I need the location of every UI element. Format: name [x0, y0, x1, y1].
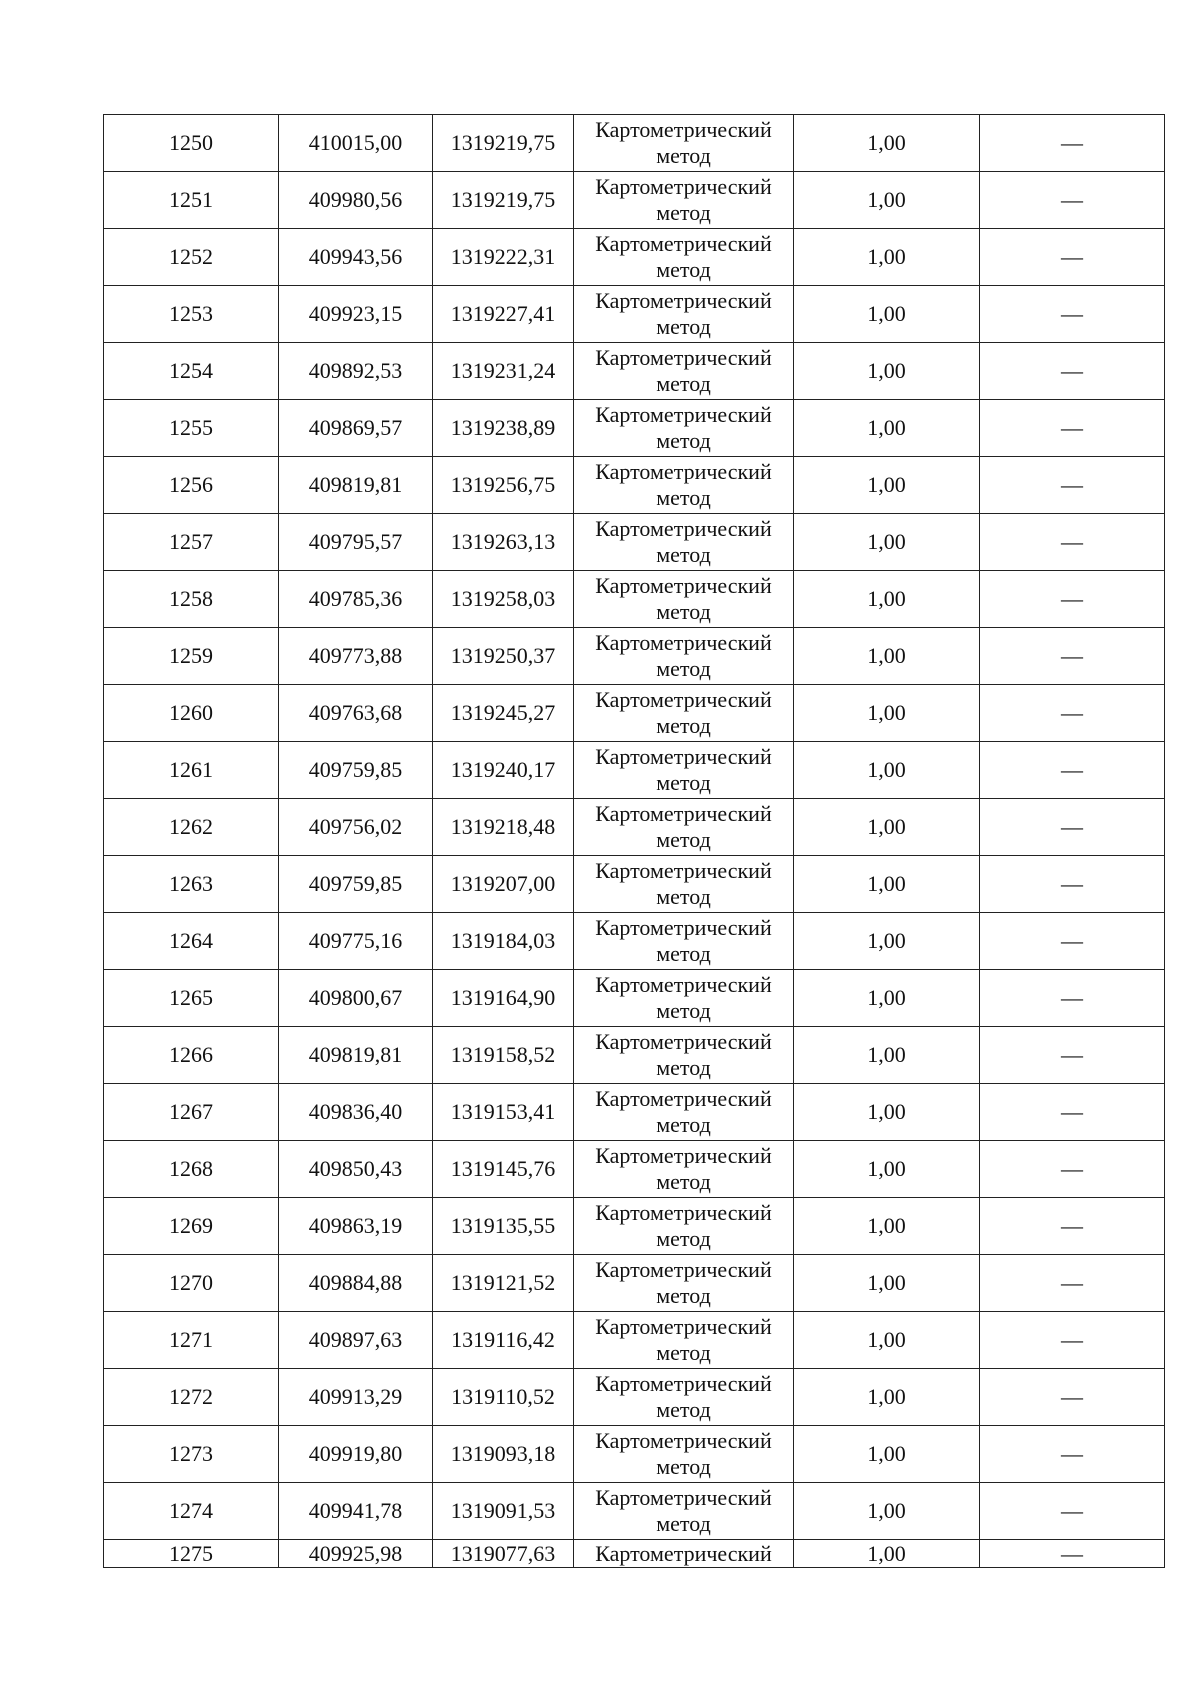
method-line-1: Картометрический	[595, 972, 772, 997]
method-line-2: метод	[656, 599, 711, 624]
coordinates-table	[103, 114, 1165, 1568]
method-line-1: Картометрический	[595, 459, 772, 484]
method-line-2: метод	[656, 257, 711, 282]
note-cell: —	[980, 1312, 1165, 1369]
table-row	[104, 856, 1165, 913]
x-coordinate-cell: 409795,57	[279, 514, 433, 571]
x-coordinate-cell: 409759,85	[279, 742, 433, 799]
method-line-1: Картометрический	[595, 174, 772, 199]
accuracy-cell: 1,00	[794, 1255, 980, 1312]
accuracy-cell: 1,00	[794, 628, 980, 685]
x-coordinate-cell: 409819,81	[279, 1027, 433, 1084]
x-coordinate-cell: 409892,53	[279, 343, 433, 400]
method-cell	[574, 1540, 794, 1568]
point-number-cell: 1266	[104, 1027, 279, 1084]
y-coordinate-cell: 1319250,37	[433, 628, 574, 685]
table-row	[104, 229, 1165, 286]
method-cell	[574, 970, 794, 1027]
method-line-2: метод	[656, 428, 711, 453]
y-coordinate-cell: 1319093,18	[433, 1426, 574, 1483]
accuracy-cell: 1,00	[794, 856, 980, 913]
method-line-1: Картометрический	[595, 117, 772, 142]
method-line-1: Картометрический	[595, 516, 772, 541]
x-coordinate-cell: 409980,56	[279, 172, 433, 229]
note-cell: —	[980, 229, 1165, 286]
method-cell	[574, 856, 794, 913]
x-coordinate-cell: 409800,67	[279, 970, 433, 1027]
table-row	[104, 913, 1165, 970]
point-number-cell: 1252	[104, 229, 279, 286]
method-line-2: метод	[656, 1397, 711, 1422]
method-line-1: Картометрический	[595, 1314, 772, 1339]
point-number-cell: 1269	[104, 1198, 279, 1255]
x-coordinate-cell: 409919,80	[279, 1426, 433, 1483]
method-cell	[574, 172, 794, 229]
method-line-1: Картометрический	[595, 402, 772, 427]
method-cell	[574, 229, 794, 286]
method-line-1: Картометрический	[595, 801, 772, 826]
note-cell: —	[980, 571, 1165, 628]
method-cell	[574, 628, 794, 685]
method-cell	[574, 799, 794, 856]
method-line-2: метод	[656, 1340, 711, 1365]
point-number-cell: 1257	[104, 514, 279, 571]
y-coordinate-cell: 1319184,03	[433, 913, 574, 970]
accuracy-cell: 1,00	[794, 229, 980, 286]
method-line-1: Картометрический	[595, 1086, 772, 1111]
y-coordinate-cell: 1319245,27	[433, 685, 574, 742]
point-number-cell: 1273	[104, 1426, 279, 1483]
method-line-1: Картометрический	[595, 744, 772, 769]
y-coordinate-cell: 1319218,48	[433, 799, 574, 856]
y-coordinate-cell: 1319258,03	[433, 571, 574, 628]
method-cell	[574, 343, 794, 400]
method-line-2: метод	[656, 1511, 711, 1536]
accuracy-cell: 1,00	[794, 1141, 980, 1198]
accuracy-cell: 1,00	[794, 1483, 980, 1540]
accuracy-cell: 1,00	[794, 400, 980, 457]
x-coordinate-cell: 409863,19	[279, 1198, 433, 1255]
y-coordinate-cell: 1319231,24	[433, 343, 574, 400]
method-line-2: метод	[656, 1226, 711, 1251]
method-cell	[574, 1312, 794, 1369]
method-cell	[574, 400, 794, 457]
note-cell: —	[980, 1426, 1165, 1483]
x-coordinate-cell: 409773,88	[279, 628, 433, 685]
method-line-1: Картометрический	[595, 1540, 772, 1566]
method-line-1: Картометрический	[595, 231, 772, 256]
table-row	[104, 799, 1165, 856]
y-coordinate-cell: 1319116,42	[433, 1312, 574, 1369]
method-line-1: Картометрический	[595, 858, 772, 883]
note-cell: —	[980, 514, 1165, 571]
method-cell	[574, 685, 794, 742]
x-coordinate-cell: 409785,36	[279, 571, 433, 628]
method-line-1: Картометрический	[595, 915, 772, 940]
point-number-cell: 1265	[104, 970, 279, 1027]
method-line-2: метод	[656, 998, 711, 1023]
point-number-cell: 1251	[104, 172, 279, 229]
note-cell: —	[980, 286, 1165, 343]
method-line-1: Картометрический	[595, 1029, 772, 1054]
point-number-cell: 1255	[104, 400, 279, 457]
y-coordinate-cell: 1319240,17	[433, 742, 574, 799]
x-coordinate-cell: 409913,29	[279, 1369, 433, 1426]
accuracy-cell: 1,00	[794, 115, 980, 172]
method-cell	[574, 286, 794, 343]
x-coordinate-cell: 409759,85	[279, 856, 433, 913]
table-row	[104, 685, 1165, 742]
method-cell	[574, 457, 794, 514]
method-cell	[574, 1027, 794, 1084]
method-cell	[574, 1084, 794, 1141]
accuracy-cell: 1,00	[794, 1027, 980, 1084]
point-number-cell: 1270	[104, 1255, 279, 1312]
note-cell: —	[980, 856, 1165, 913]
x-coordinate-cell: 409941,78	[279, 1483, 433, 1540]
method-cell	[574, 1426, 794, 1483]
x-coordinate-cell: 409884,88	[279, 1255, 433, 1312]
method-line-2: метод	[656, 314, 711, 339]
point-number-cell: 1254	[104, 343, 279, 400]
method-line-2: метод	[656, 200, 711, 225]
table-row	[104, 400, 1165, 457]
x-coordinate-cell: 409869,57	[279, 400, 433, 457]
table-row	[104, 628, 1165, 685]
x-coordinate-cell: 409897,63	[279, 1312, 433, 1369]
note-cell: —	[980, 1084, 1165, 1141]
note-cell: —	[980, 799, 1165, 856]
table-row	[104, 1255, 1165, 1312]
table-row	[104, 1312, 1165, 1369]
method-cell	[574, 514, 794, 571]
y-coordinate-cell: 1319158,52	[433, 1027, 574, 1084]
y-coordinate-cell: 1319207,00	[433, 856, 574, 913]
accuracy-cell: 1,00	[794, 286, 980, 343]
note-cell: —	[980, 343, 1165, 400]
x-coordinate-cell: 410015,00	[279, 115, 433, 172]
method-cell	[574, 115, 794, 172]
table-row	[104, 1141, 1165, 1198]
table-row	[104, 571, 1165, 628]
x-coordinate-cell: 409763,68	[279, 685, 433, 742]
accuracy-cell: 1,00	[794, 1540, 980, 1568]
method-line-2: метод	[656, 770, 711, 795]
point-number-cell: 1268	[104, 1141, 279, 1198]
y-coordinate-cell: 1319238,89	[433, 400, 574, 457]
method-line-2: метод	[656, 143, 711, 168]
note-cell: —	[980, 1141, 1165, 1198]
x-coordinate-cell: 409923,15	[279, 286, 433, 343]
accuracy-cell: 1,00	[794, 514, 980, 571]
y-coordinate-cell: 1319145,76	[433, 1141, 574, 1198]
note-cell: —	[980, 1198, 1165, 1255]
accuracy-cell: 1,00	[794, 343, 980, 400]
y-coordinate-cell: 1319121,52	[433, 1255, 574, 1312]
method-line-2: метод	[656, 371, 711, 396]
method-line-1: Картометрический	[595, 687, 772, 712]
accuracy-cell: 1,00	[794, 742, 980, 799]
y-coordinate-cell: 1319135,55	[433, 1198, 574, 1255]
note-cell: —	[980, 1483, 1165, 1540]
method-cell	[574, 571, 794, 628]
note-cell: —	[980, 685, 1165, 742]
table-row	[104, 1084, 1165, 1141]
table-row	[104, 742, 1165, 799]
note-cell: —	[980, 1255, 1165, 1312]
table-row	[104, 172, 1165, 229]
y-coordinate-cell: 1319091,53	[433, 1483, 574, 1540]
note-cell: —	[980, 1369, 1165, 1426]
point-number-cell: 1264	[104, 913, 279, 970]
method-line-1: Картометрический	[595, 573, 772, 598]
method-line-1: Картометрический	[595, 1371, 772, 1396]
point-number-cell: 1250	[104, 115, 279, 172]
point-number-cell: 1274	[104, 1483, 279, 1540]
y-coordinate-cell: 1319219,75	[433, 115, 574, 172]
y-coordinate-cell: 1319219,75	[433, 172, 574, 229]
method-line-2: метод	[656, 1112, 711, 1137]
table-row	[104, 514, 1165, 571]
point-number-cell: 1275	[104, 1540, 279, 1568]
method-cell	[574, 1141, 794, 1198]
coordinates-table-body	[104, 115, 1165, 1568]
accuracy-cell: 1,00	[794, 1084, 980, 1141]
point-number-cell: 1263	[104, 856, 279, 913]
table-row	[104, 1369, 1165, 1426]
point-number-cell: 1259	[104, 628, 279, 685]
point-number-cell: 1261	[104, 742, 279, 799]
table-row	[104, 343, 1165, 400]
method-line-1: Картометрический	[595, 345, 772, 370]
method-line-2: метод	[656, 1454, 711, 1479]
method-line-2: метод	[656, 656, 711, 681]
accuracy-cell: 1,00	[794, 913, 980, 970]
point-number-cell: 1267	[104, 1084, 279, 1141]
accuracy-cell: 1,00	[794, 1312, 980, 1369]
table-row	[104, 970, 1165, 1027]
method-line-2: метод	[656, 485, 711, 510]
method-line-2: метод	[656, 884, 711, 909]
y-coordinate-cell: 1319164,90	[433, 970, 574, 1027]
y-coordinate-cell: 1319153,41	[433, 1084, 574, 1141]
table-row	[104, 115, 1165, 172]
accuracy-cell: 1,00	[794, 172, 980, 229]
accuracy-cell: 1,00	[794, 685, 980, 742]
x-coordinate-cell: 409775,16	[279, 913, 433, 970]
note-cell: —	[980, 457, 1165, 514]
note-cell: —	[980, 1027, 1165, 1084]
note-cell: —	[980, 115, 1165, 172]
point-number-cell: 1260	[104, 685, 279, 742]
table-row	[104, 1027, 1165, 1084]
table-row	[104, 1483, 1165, 1540]
point-number-cell: 1272	[104, 1369, 279, 1426]
x-coordinate-cell: 409850,43	[279, 1141, 433, 1198]
note-cell: —	[980, 400, 1165, 457]
table-row	[104, 1540, 1165, 1568]
note-cell: —	[980, 742, 1165, 799]
note-cell: —	[980, 628, 1165, 685]
y-coordinate-cell: 1319077,63	[433, 1540, 574, 1568]
x-coordinate-cell: 409819,81	[279, 457, 433, 514]
point-number-cell: 1271	[104, 1312, 279, 1369]
y-coordinate-cell: 1319227,41	[433, 286, 574, 343]
method-cell	[574, 1483, 794, 1540]
y-coordinate-cell: 1319110,52	[433, 1369, 574, 1426]
method-line-1: Картометрический	[595, 1428, 772, 1453]
method-line-2: метод	[656, 1283, 711, 1308]
x-coordinate-cell: 409943,56	[279, 229, 433, 286]
table-row	[104, 1426, 1165, 1483]
method-cell	[574, 1255, 794, 1312]
accuracy-cell: 1,00	[794, 970, 980, 1027]
table-row	[104, 457, 1165, 514]
accuracy-cell: 1,00	[794, 1426, 980, 1483]
method-line-1: Картометрический	[595, 1143, 772, 1168]
accuracy-cell: 1,00	[794, 571, 980, 628]
accuracy-cell: 1,00	[794, 457, 980, 514]
accuracy-cell: 1,00	[794, 1198, 980, 1255]
method-line-2: метод	[656, 827, 711, 852]
method-line-1: Картометрический	[595, 1257, 772, 1282]
point-number-cell: 1258	[104, 571, 279, 628]
method-line-2: метод	[656, 941, 711, 966]
point-number-cell: 1262	[104, 799, 279, 856]
accuracy-cell: 1,00	[794, 799, 980, 856]
y-coordinate-cell: 1319263,13	[433, 514, 574, 571]
method-line-2: метод	[656, 713, 711, 738]
table-row	[104, 286, 1165, 343]
accuracy-cell: 1,00	[794, 1369, 980, 1426]
method-cell	[574, 1198, 794, 1255]
method-cell	[574, 1369, 794, 1426]
y-coordinate-cell: 1319256,75	[433, 457, 574, 514]
method-line-2: метод	[656, 1169, 711, 1194]
note-cell: —	[980, 913, 1165, 970]
point-number-cell: 1253	[104, 286, 279, 343]
method-line-1: Картометрический	[595, 1200, 772, 1225]
x-coordinate-cell: 409925,98	[279, 1540, 433, 1568]
method-line-1: Картометрический	[595, 288, 772, 313]
method-line-1: Картометрический	[595, 1485, 772, 1510]
x-coordinate-cell: 409836,40	[279, 1084, 433, 1141]
table-row	[104, 1198, 1165, 1255]
method-cell	[574, 913, 794, 970]
x-coordinate-cell: 409756,02	[279, 799, 433, 856]
method-cell	[574, 742, 794, 799]
note-cell: —	[980, 970, 1165, 1027]
note-cell: —	[980, 1540, 1165, 1568]
point-number-cell: 1256	[104, 457, 279, 514]
method-line-1: Картометрический	[595, 630, 772, 655]
method-line-2: метод	[656, 1055, 711, 1080]
y-coordinate-cell: 1319222,31	[433, 229, 574, 286]
method-line-2: метод	[656, 542, 711, 567]
note-cell: —	[980, 172, 1165, 229]
